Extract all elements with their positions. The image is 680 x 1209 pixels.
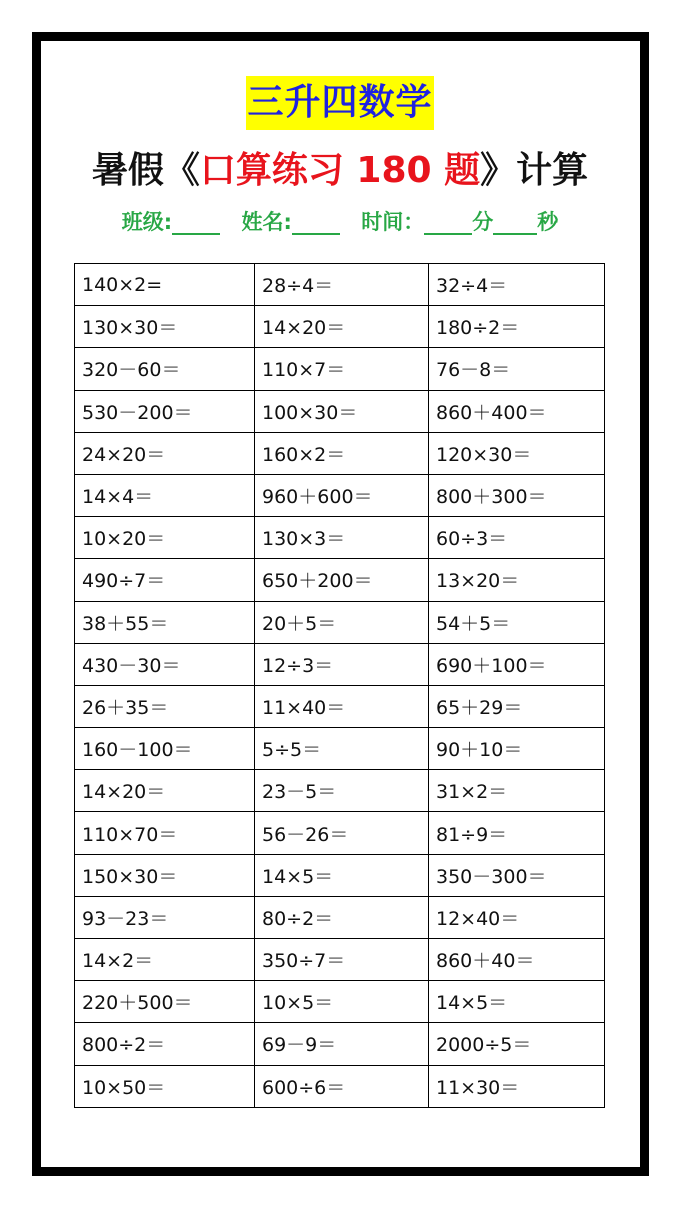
problem-cell: 14×20＝	[75, 770, 255, 812]
problem-cell: 11×40＝	[255, 685, 429, 727]
problem-cell: 160×2＝	[255, 432, 429, 474]
problem-cell: 14×5＝	[255, 854, 429, 896]
time-label: 时间：	[361, 210, 425, 234]
problem-cell: 10×20＝	[75, 517, 255, 559]
problem-cell: 10×5＝	[255, 981, 429, 1023]
problem-cell: 350－300＝	[429, 854, 605, 896]
problem-cell: 14×20＝	[255, 306, 429, 348]
table-row	[75, 1065, 605, 1107]
table-row	[75, 306, 605, 348]
name-blank	[292, 209, 340, 235]
table-row	[75, 1023, 605, 1065]
table-row	[75, 601, 605, 643]
table-row	[75, 432, 605, 474]
problem-cell: 32÷4＝	[429, 264, 605, 306]
problem-cell: 60÷3＝	[429, 517, 605, 559]
problem-cell: 69－9＝	[255, 1023, 429, 1065]
problem-cell: 690＋100＝	[429, 643, 605, 685]
problem-cell: 860＋40＝	[429, 939, 605, 981]
problems-body	[75, 264, 605, 1108]
problem-cell: 5÷5＝	[255, 728, 429, 770]
table-row	[75, 643, 605, 685]
problem-cell: 110×7＝	[255, 348, 429, 390]
title-suffix: 》计算	[480, 150, 589, 191]
problem-cell: 81÷9＝	[429, 812, 605, 854]
second-label: 秒	[537, 210, 559, 234]
table-row	[75, 981, 605, 1023]
problem-cell: 12×40＝	[429, 896, 605, 938]
problem-cell: 110×70＝	[75, 812, 255, 854]
problem-cell: 93－23＝	[75, 896, 255, 938]
problem-cell: 600÷6＝	[255, 1065, 429, 1107]
problem-cell: 28÷4＝	[255, 264, 429, 306]
table-row	[75, 770, 605, 812]
title-highlight: 口算练习 180 题	[199, 150, 481, 191]
table-row	[75, 348, 605, 390]
problem-cell: 24×20＝	[75, 432, 255, 474]
problem-cell: 14×4＝	[75, 474, 255, 516]
problem-cell: 76－8＝	[429, 348, 605, 390]
name-label: 姓名:	[241, 210, 292, 234]
class-label: 班级:	[121, 210, 173, 234]
second-blank	[493, 209, 537, 235]
problem-cell: 120×30＝	[429, 432, 605, 474]
class-blank	[172, 209, 220, 235]
problem-cell: 180÷2＝	[429, 306, 605, 348]
problem-cell: 90＋10＝	[429, 728, 605, 770]
problem-cell: 960＋600＝	[255, 474, 429, 516]
student-info-line	[0, 204, 680, 240]
problem-cell: 23－5＝	[255, 770, 429, 812]
table-row	[75, 390, 605, 432]
problem-cell: 26＋35＝	[75, 685, 255, 727]
problem-cell: 130×3＝	[255, 517, 429, 559]
problem-cell: 11×30＝	[429, 1065, 605, 1107]
problem-cell: 65＋29＝	[429, 685, 605, 727]
table-row	[75, 896, 605, 938]
problem-cell: 56－26＝	[255, 812, 429, 854]
problem-cell: 31×2＝	[429, 770, 605, 812]
problem-cell: 14×5＝	[429, 981, 605, 1023]
grade-label: 三升四数学	[246, 76, 434, 130]
problem-cell: 100×30＝	[255, 390, 429, 432]
table-row	[75, 939, 605, 981]
problem-cell: 160－100＝	[75, 728, 255, 770]
problem-cell: 800＋300＝	[429, 474, 605, 516]
table-row	[75, 474, 605, 516]
problem-cell: 530－200＝	[75, 390, 255, 432]
table-row	[75, 854, 605, 896]
problem-cell: 2000÷5＝	[429, 1023, 605, 1065]
problem-cell: 10×50＝	[75, 1065, 255, 1107]
table-row	[75, 728, 605, 770]
problem-cell: 20＋5＝	[255, 601, 429, 643]
problem-cell: 12÷3＝	[255, 643, 429, 685]
problem-cell: 220＋500＝	[75, 981, 255, 1023]
problem-cell: 650＋200＝	[255, 559, 429, 601]
table-row	[75, 812, 605, 854]
minute-blank	[424, 209, 472, 235]
problem-cell: 54＋5＝	[429, 601, 605, 643]
problem-cell: 150×30＝	[75, 854, 255, 896]
minute-label: 分	[472, 210, 494, 234]
table-row	[75, 517, 605, 559]
problem-cell: 800÷2＝	[75, 1023, 255, 1065]
problem-cell: 320－60＝	[75, 348, 255, 390]
problem-cell: 13×20＝	[429, 559, 605, 601]
problem-cell: 130×30＝	[75, 306, 255, 348]
problem-cell: 140×2=	[75, 264, 255, 306]
problems-table	[74, 263, 605, 1108]
problem-cell: 38＋55＝	[75, 601, 255, 643]
problem-cell: 860＋400＝	[429, 390, 605, 432]
problem-cell: 430－30＝	[75, 643, 255, 685]
problem-cell: 80÷2＝	[255, 896, 429, 938]
table-row	[75, 685, 605, 727]
problem-cell: 490÷7＝	[75, 559, 255, 601]
table-row	[75, 559, 605, 601]
worksheet-title	[0, 144, 680, 198]
table-row	[75, 264, 605, 306]
title-prefix: 暑假《	[91, 150, 200, 191]
problem-cell: 14×2＝	[75, 939, 255, 981]
problem-cell: 350÷7＝	[255, 939, 429, 981]
